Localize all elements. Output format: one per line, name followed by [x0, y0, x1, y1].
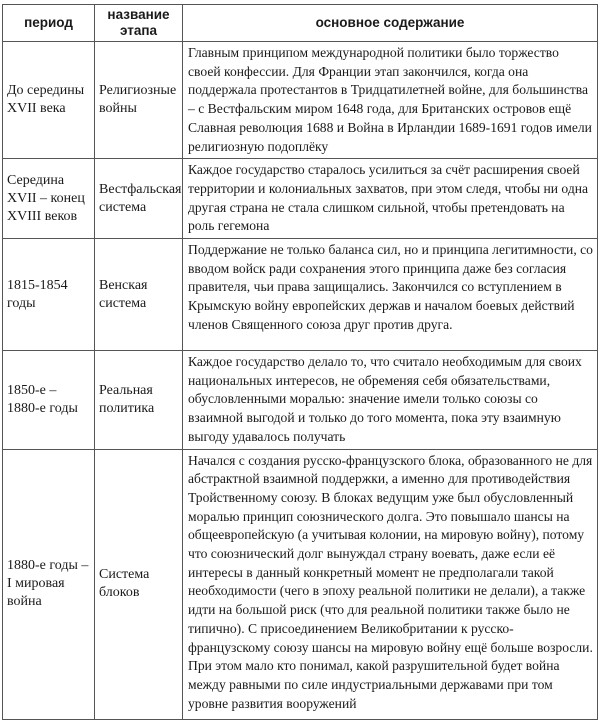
row-stage: Венская система — [95, 239, 183, 351]
table-row — [3, 351, 598, 450]
table-row — [3, 42, 598, 159]
row-stage: Вестфальская система — [95, 159, 183, 239]
row-content: Поддержание не только баланса сил, но и принципа легитимности, со вводом войск ради сохранения этого принципа даже без согласия правителя, чьи права защищались. Закончился со вступлением в Крымскую войну европейских держав и началом боевых действий членов Священного союза друг против друга. — [183, 239, 598, 351]
row-stage: Реальная политика — [95, 351, 183, 450]
row-content: Каждое государство старалось усилиться за счёт расширения своей территории и колониальных захватов, при этом следя, чтобы ни одна другая страна не стала слишком сильной, чтобы претендовать на роль гегемона — [183, 159, 598, 239]
history-table — [2, 4, 598, 720]
table-row — [3, 239, 598, 351]
row-content: Главным принципом международной политики было торжество своей конфессии. Для Франции этап закончился, когда она поддержала протестантов в Тридцатилетней войне, для большинства – с Вестфальским миром 1648 года, для Британских островов ещё Славная революция 1688 и Война в Ирландии 1689-1691 годов имели религиозную подоплёку — [183, 42, 598, 159]
row-stage: Религиозные войны — [95, 42, 183, 159]
row-content: Начался с создания русско-французского блока, образованного не для абстрактной взаимной поддержки, а именно для противодействия Тройственному союзу. В блоках ведущим уже был обусловленный моралью принцип союзнического долга. Это повышало шансы на общеевропейскую (а учитывая колонии, на мировую войну), потому что союзнический долг вынуждал страну воевать, даже если её интересы в данный конкретный момент не предполагали такой необходимости (чего в эпоху реальной политики не делали), а также идти на большой риск (что для реальной политики также было не типично). С присоединением Великобритании к русско-французскому союзу шансы на мировую войну ещё больше возросли. При этом мало кто понимал, какой разрушительной будет война между равными по силе индустриальными державами при том уровне развития вооружений — [183, 449, 598, 719]
row-period: Середина XVII – конец XVIII веков — [3, 159, 95, 239]
row-content: Каждое государство делало то, что считало необходимым для своих национальных интересов, не обременяя себя обязательствами, обусловленными моралью: значение имели только союзы со взаимной выгодой и только до того момента, пока эту взаимную выгоду удавалось получать — [183, 351, 598, 450]
row-period: 1815-1854 годы — [3, 239, 95, 351]
row-period: 1850-е – 1880-е годы — [3, 351, 95, 450]
row-period: 1880-е годы – I мировая война — [3, 449, 95, 719]
header-period: период — [3, 5, 95, 42]
header-content: основное содержание — [183, 5, 598, 42]
table-header-row — [3, 5, 598, 42]
row-stage: Система блоков — [95, 449, 183, 719]
header-stage: название этапа — [95, 5, 183, 42]
row-period: До середины XVII века — [3, 42, 95, 159]
table-row — [3, 449, 598, 719]
table-row — [3, 159, 598, 239]
